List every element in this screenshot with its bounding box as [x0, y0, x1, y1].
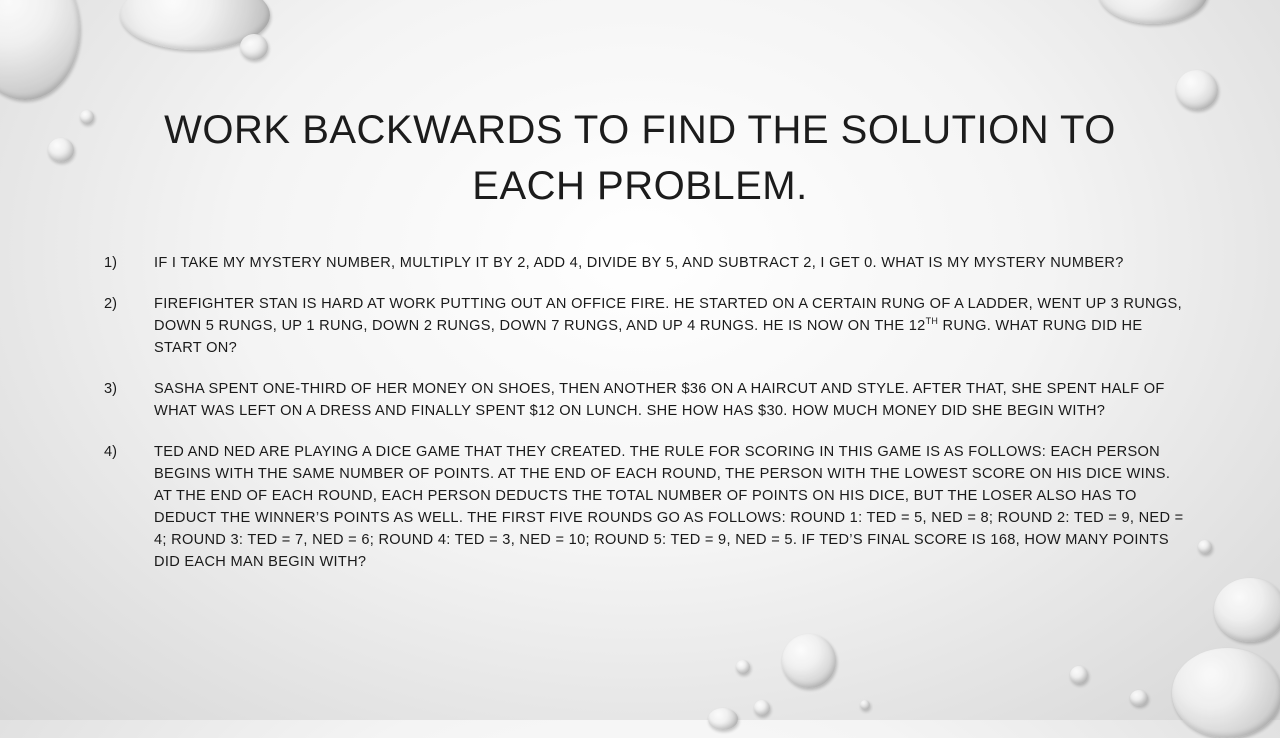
problem-number: 4)	[104, 444, 117, 460]
problem-list	[104, 252, 1186, 592]
water-drop	[1176, 70, 1218, 110]
water-drop	[120, 0, 270, 50]
water-drop	[0, 0, 80, 100]
water-drop	[240, 34, 268, 60]
water-drop	[1214, 578, 1280, 642]
water-drop	[708, 708, 738, 730]
water-drop	[1172, 648, 1280, 738]
problem-text	[154, 293, 1186, 359]
problem-text: IF I TAKE MY MYSTERY NUMBER, MULTIPLY IT BY 2, ADD 4, DIVIDE BY 5, AND SUBTRACT 2, I GET 0. WHAT IS MY MYSTERY NUMBER?	[154, 255, 1124, 271]
water-drop	[1198, 540, 1212, 554]
slide-title: WORK BACKWARDS TO FIND THE SOLUTION TO EACH PROBLEM.	[164, 108, 1116, 208]
water-drop	[860, 700, 870, 710]
problem-number: 3)	[104, 381, 117, 397]
water-drop	[736, 660, 750, 674]
problem-number: 1)	[104, 255, 117, 271]
problem-text: SASHA SPENT ONE-THIRD OF HER MONEY ON SHOES, THEN ANOTHER $36 ON A HAIRCUT AND STYLE. AFTER THAT, SHE SPENT HALF OF WHAT WAS LEFT ON A DRESS AND FINALLY SPENT $12 ON LUNCH. SHE HOW HAS $30. HOW MUCH MONEY DID SHE BEGIN WITH?	[154, 381, 1165, 419]
ordinal-superscript: TH	[925, 316, 939, 327]
problem-text: TED AND NED ARE PLAYING A DICE GAME THAT THEY CREATED. THE RULE FOR SCORING IN THIS GAME IS AS FOLLOWS: EACH PERSON BEGINS WITH THE SAME NUMBER OF POINTS. AT THE END OF EACH ROUND, THE PERSON WITH THE LOWEST SCORE ON HIS DICE WINS. AT THE END OF EACH ROUND, EACH PERSON DEDUCTS THE TOTAL NUMBER OF POINTS ON HIS DICE, BUT THE LOSER ALSO HAS TO DEDUCT THE WINNER’S POINTS AS WELL. THE FIRST FIVE ROUNDS GO AS FOLLOWS: ROUND 1: TED = 5, NED = 8; ROUND 2: TED = 9, NED = 4; ROUND 3: TED = 7, NED = 6; ROUND 4: TED = 3, NED = 10; ROUND 5: TED = 9, NED = 5. IF TED’S FINAL SCORE IS 168, HOW MANY POINTS DID EACH MAN BEGIN WITH?	[154, 444, 1184, 570]
water-drop	[782, 634, 836, 688]
water-drop	[1130, 690, 1148, 706]
water-drop	[80, 110, 94, 124]
problem-item	[104, 441, 1186, 573]
problem-item	[104, 293, 1186, 359]
water-drop	[1070, 666, 1088, 684]
problem-item	[104, 252, 1186, 274]
problem-number: 2)	[104, 296, 117, 312]
water-drop	[1098, 0, 1208, 24]
problem-item	[104, 378, 1186, 422]
problem-text-part: RUNG. WHAT RUNG DID HE START ON?	[154, 318, 1143, 356]
problem-text-part: FIREFIGHTER STAN IS HARD AT WORK PUTTING OUT AN OFFICE FIRE. HE STARTED ON A CERTAIN RUNG OF A LADDER, WENT UP 3 RUNGS, DOWN 5 RUNGS, UP 1 RUNG, DOWN 2 RUNGS, DOWN 7 RUNGS, AND UP 4 RUNGS. HE IS NOW ON THE 12	[154, 296, 1182, 334]
water-drop	[48, 138, 74, 162]
water-drop	[754, 700, 770, 716]
